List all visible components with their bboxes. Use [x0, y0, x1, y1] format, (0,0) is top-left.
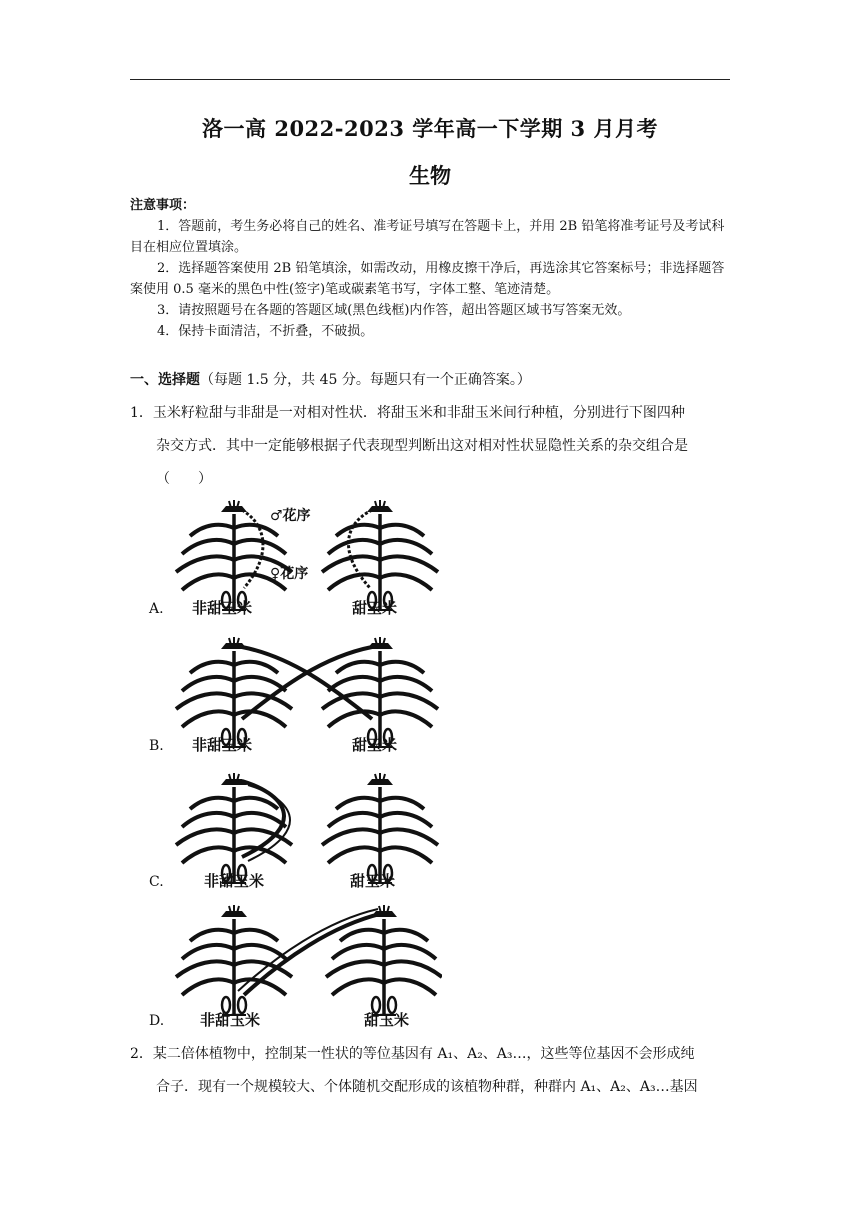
option-a-label: A. [149, 601, 164, 617]
question-1-line-3: （ ） [156, 471, 212, 487]
sweet-corn-plant-icon [326, 905, 442, 1015]
option-a-right-caption: 甜玉米 [352, 599, 398, 617]
option-d-label: D. [149, 1013, 165, 1029]
option-d-right-caption: 甜玉米 [364, 1011, 410, 1029]
option-b-left-caption: 非甜玉米 [192, 736, 253, 754]
cross-pollination-arrow-2 [242, 647, 372, 719]
notice-item-1: 1．答题前，考生务必将自己的姓名、准考证号填写在答题卡上，并用 2B 铅笔将准考证号及考试科目在相应位置填涂。 [130, 219, 725, 255]
top-rule [130, 79, 730, 80]
exam-title: 洛一高 2022-2023 学年高一下学期 3 月月考 [202, 116, 658, 141]
section-title: 一、选择题 [130, 372, 200, 388]
option-c-figure [172, 773, 442, 898]
question-1-line-1: 1．玉米籽粒甜与非甜是一对相对性状．将甜玉米和非甜玉米间行种植，分别进行下图四种 [130, 405, 685, 421]
notice-heading: 注意事项： [130, 198, 196, 213]
question-2-line-2: 合子．现有一个规模较大、个体随机交配形成的该植物种群，种群内 A₁、A₂、A₃…基因 [156, 1079, 698, 1095]
notice-item-2: 2．选择题答案使用 2B 铅笔填涂，如需改动，用橡皮擦干净后，再选涂其它答案标号；非选择题答案使用 0.5 毫米的黑色中性(签字)笔或碳素笔书写，字体工整、笔迹清楚。 [130, 261, 725, 297]
option-c-left-caption: 非甜玉米 [204, 872, 265, 890]
option-a-figure [172, 500, 442, 625]
question-2-stem [130, 1038, 730, 1104]
question-1-stem [130, 397, 730, 496]
option-b-label: B. [149, 738, 164, 754]
option-c-right-caption: 甜玉米 [350, 872, 396, 890]
option-b-figure [172, 637, 442, 762]
option-b-right-caption: 甜玉米 [352, 736, 398, 754]
section-heading [130, 369, 531, 389]
section-note: （每题 1.5 分，共 45 分。每题只有一个正确答案。） [200, 372, 531, 388]
question-2-line-1: 2．某二倍体植物中，控制某一性状的等位基因有 A₁、A₂、A₃…，这些等位基因不会形成纯 [130, 1046, 695, 1062]
non-sweet-corn-plant-icon [322, 500, 438, 610]
option-a-left-caption: 非甜玉米 [192, 599, 253, 617]
cross-pollination-arrow-1 [242, 647, 372, 719]
non-sweet-corn-plant-icon [176, 773, 292, 883]
option-d-left-caption: 非甜玉米 [200, 1011, 261, 1029]
subject-title: 生物 [409, 163, 451, 188]
sweet-corn-plant-icon [322, 773, 438, 883]
option-c-label: C. [149, 874, 164, 890]
female-inflorescence-label: ♀花序 [270, 566, 309, 582]
notice-item-3: 3．请按照题号在各题的答题区域(黑色线框)内作答，超出答题区域书写答案无效。 [157, 303, 631, 318]
male-inflorescence-label: ♂花序 [270, 508, 311, 524]
option-d-figure [172, 905, 442, 1030]
question-1-line-2: 杂交方式．其中一定能够根据子代表现型判断出这对相对性状显隐性关系的杂交组合是 [156, 438, 688, 454]
notice-item-4: 4．保持卡面清洁，不折叠，不破损。 [157, 324, 374, 339]
